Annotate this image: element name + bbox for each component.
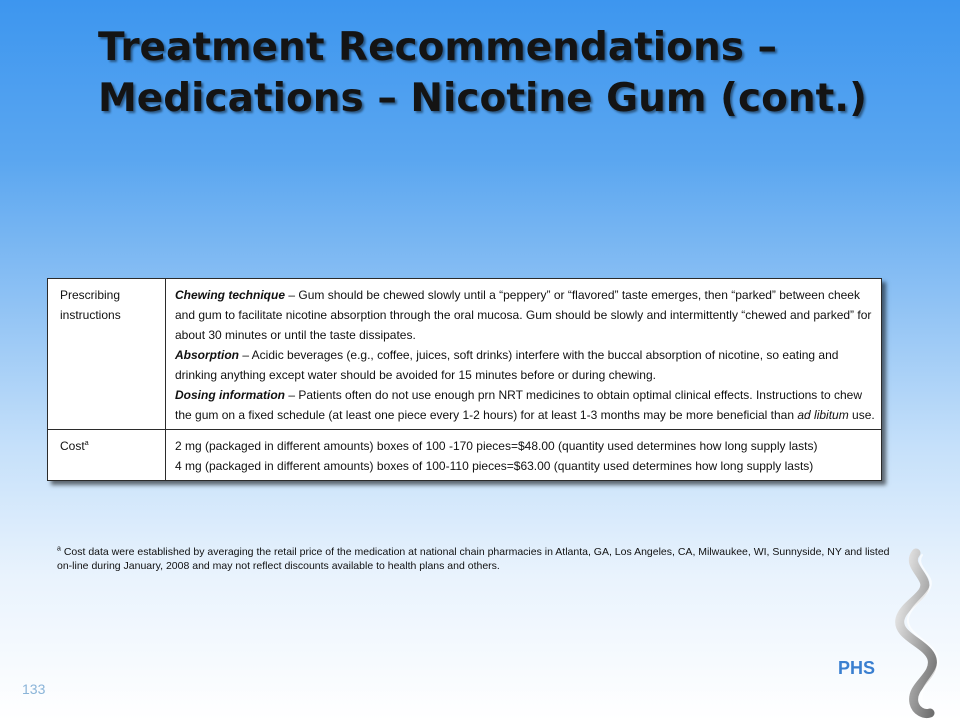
cost-footnote-marker: a [84, 440, 89, 447]
dosing-information-tail: use. [848, 408, 875, 422]
cost-footnote [57, 545, 897, 573]
chewing-technique-term: Chewing technique [175, 288, 286, 302]
ad-libitum-italic: ad libitum [797, 408, 849, 422]
absorption-paragraph [175, 345, 875, 385]
slide-title: Treatment Recommendations – Medications – Nicotine Gum (cont.) [98, 25, 867, 121]
footnote-marker: a [57, 545, 61, 553]
cost-cell [166, 430, 882, 481]
phs-swirl-logo-icon [880, 545, 960, 720]
footnote-text: Cost data were established by averaging the retail price of the medication at national chain pharmacies in Atlanta, GA, Los Angeles, CA, Milwaukee, WI, Sunnyside, NY and listed on-line during January, 2008 and may not reflect discounts available to health plans and others. [57, 546, 890, 572]
page-number: 133 [22, 681, 46, 697]
row-label-cost [48, 430, 166, 481]
dosing-information-text: – Patients often do not use enough prn NRT medicines to obtain optimal clinical effects. Instructions to chew the gum on a fixed schedule (at least one piece every 1-2 hours) for at least 1-3 months may be more beneficial than [175, 388, 862, 422]
cost-line-4mg: 4 mg (packaged in different amounts) boxes of 100-110 pieces=$63.00 (quantity used determines how long supply lasts) [175, 459, 814, 473]
prescribing-instructions-cell [166, 279, 882, 430]
chewing-technique-text: – Gum should be chewed slowly until a “peppery” or “flavored” taste emerges, then “parked” between cheek and gum to facilitate nicotine absorption through the oral mucosa. Gum should be slowly and intermittently “chewed and parked” for about 30 minutes or until the taste dissipates. [175, 288, 872, 342]
table-row [48, 430, 882, 481]
dosing-information-term: Dosing information [175, 388, 285, 402]
dosing-information-paragraph [175, 385, 875, 425]
absorption-term: Absorption [175, 348, 239, 362]
chewing-technique-paragraph [175, 285, 875, 345]
phs-brand-text: PHS [838, 658, 876, 678]
cost-label-text: Cost [60, 439, 85, 453]
row-label-prescribing: Prescribing instructions [48, 279, 166, 430]
cost-line-2mg: 2 mg (packaged in different amounts) boxes of 100 -170 pieces=$48.00 (quantity used determines how long supply lasts) [175, 439, 818, 453]
table-row [48, 279, 882, 430]
prescribing-table [47, 278, 882, 481]
absorption-text: – Acidic beverages (e.g., coffee, juices, soft drinks) interfere with the buccal absorption of nicotine, so eating and drinking anything except water should be avoided for 15 minutes before or during chewing. [175, 348, 839, 382]
